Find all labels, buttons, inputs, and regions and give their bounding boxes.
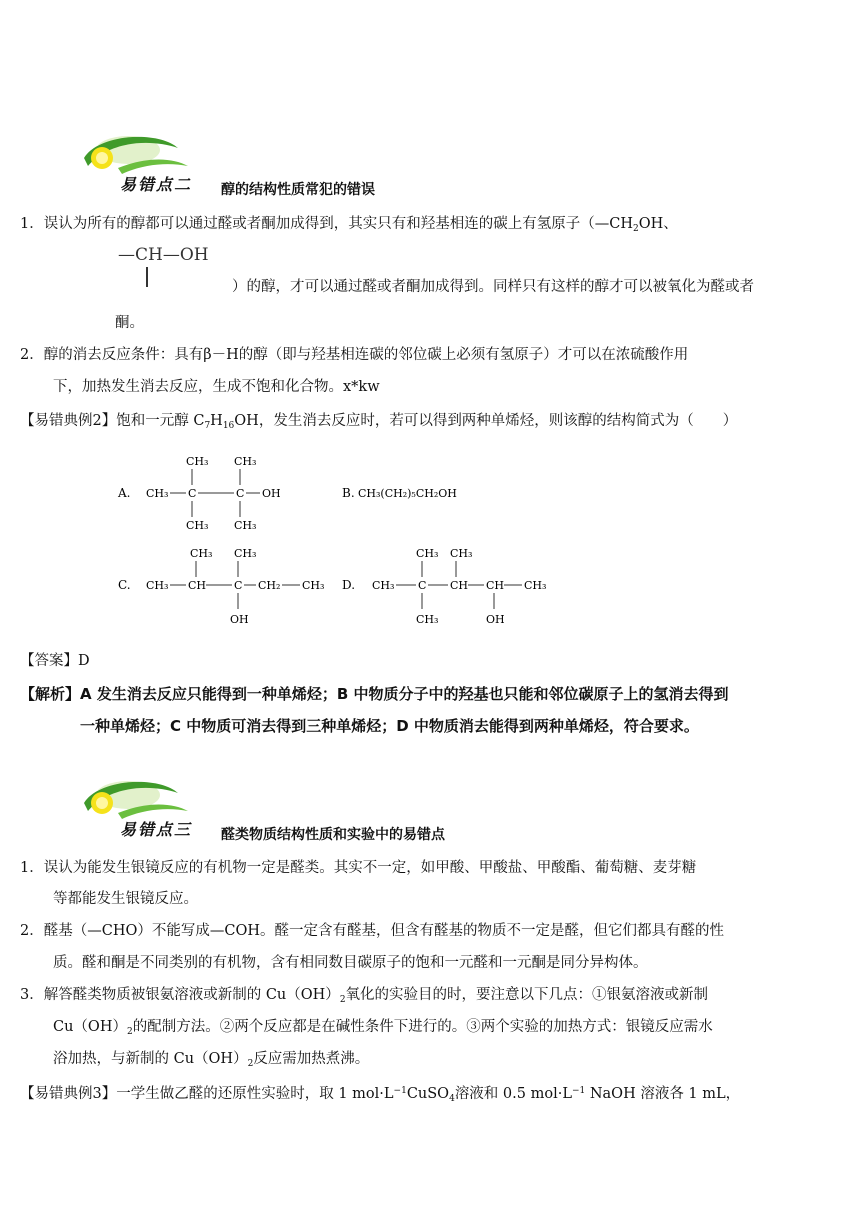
svg-text:CH₃: CH₃ [186,455,209,468]
s3-paragraph3-line2: $Cu(OH)_2$的配制方法。②两个反应都是在碱性条件下进行的。③两个实验的加热方式：银镜反应需水 [53,1019,713,1037]
s3-paragraph2-line2: 质。醛和酮是不同类别的有机物，含有相同数目碳原子的饱和一元醛和一元酮是同分异构体。 [53,955,648,971]
example3-question: 【易错典例3】一学生做乙醛的还原性实验时，取 1 $mol\cdot L^{-1}CuSO_4$溶液和 0.5 $mol\cdot L^{-1}$ NaOH 溶液各 1 mL， [20,1086,741,1104]
option-c-structure [146,547,324,626]
s3-paragraph3-line1: 3．解答醛类物质被银氨溶液或新制的 $Cu(OH)_2$氧化的实验目的时，要注意以下几点：①银氨溶液或新制 [20,987,709,1005]
section3-title: 醛类物质结构性质和实验中的易错点 [221,827,445,843]
svg-text:CH: CH [450,579,469,592]
svg-text:CH₃: CH₃ [186,519,209,532]
svg-text:CH₃: CH₃ [416,613,439,626]
example2-question: 【易错典例2】饱和一元醇 $C_7H_{16}OH$，发生消去反应时，若可以得到两种单烯烃，则该醇的结构简式为（ ） [20,413,738,431]
structure-options [110,445,570,635]
analysis-line2: 一种单烯烃；C 中物质可消去得到三种单烯烃；D 中物质消去能得到两种单烯烃，符合要求。 [80,717,699,735]
ch-oh-formula: —CH—OH [118,245,209,265]
s3-paragraph2-line1: 2．醛基（—CHO）不能写成—COH。醛一定含有醛基，但含有醛基的物质不一定是醛，但它们都具有醛的性 [20,923,724,939]
svg-text:CH₃: CH₃ [302,579,325,592]
s2-paragraph2-line1: 2．醇的消去反应条件：具有β－H的醇（即与羟基相连碳的邻位碳上必须有氢原子）才可以在浓硫酸作用 [20,347,689,363]
svg-text:C: C [236,487,245,500]
option-d-structure [372,547,546,626]
svg-text:CH: CH [188,579,207,592]
svg-text:C: C [188,487,197,500]
option-b-label: B. [342,486,355,500]
svg-text:CH₃: CH₃ [416,547,439,560]
svg-text:CH₃: CH₃ [234,547,257,560]
option-a-structure [146,455,281,532]
s3-paragraph1-line2: 等都能发生银镜反应。 [53,891,198,907]
svg-text:CH₂: CH₂ [258,579,281,592]
section3-logo-text: 易错点三 [120,820,193,839]
ch-oh-fragment [118,245,238,293]
svg-text:CH₃: CH₃ [146,487,169,500]
section3-logo [78,773,228,839]
option-d-label: D. [342,578,356,592]
svg-text:OH: OH [486,613,505,626]
option-b-formula: CH₃(CH₂)₅CH₂OH [358,487,457,500]
svg-text:CH: CH [486,579,505,592]
svg-text:CH₃: CH₃ [524,579,547,592]
svg-text:CH₃: CH₃ [190,547,213,560]
s2-paragraph1-line1: 1．误认为所有的醇都可以通过醛或者酮加成得到，其实只有和羟基相连的碳上有氢原子（$—CH_2OH$、 [20,216,678,234]
section2-logo-text: 易错点二 [120,175,193,194]
svg-text:CH₃: CH₃ [146,579,169,592]
svg-text:CH₃: CH₃ [234,455,257,468]
structures-svg [110,445,570,635]
analysis-line1: 【解析】A 发生消去反应只能得到一种单烯烃；B 中物质分子中的羟基也只能和邻位碳原子上的氢消去得到 [20,685,729,703]
answer: 【答案】D [20,653,90,669]
s2-paragraph1-line3: 酮。 [115,315,144,331]
svg-text:C: C [418,579,427,592]
bond-line [146,267,148,287]
svg-text:OH: OH [230,613,249,626]
s2-paragraph2-line2: 下，加热发生消去反应，生成不饱和化合物。x*kw [53,379,380,395]
svg-text:C: C [234,579,243,592]
option-c-label: C. [118,578,131,592]
s2-paragraph1-line2: ）的醇，才可以通过醛或者酮加成得到。同样只有这样的醇才可以被氧化为醛或者 [232,279,754,295]
svg-text:CH₃: CH₃ [450,547,473,560]
section2-logo [78,128,228,194]
svg-text:CH₃: CH₃ [372,579,395,592]
svg-text:OH: OH [262,487,281,500]
s3-paragraph1-line1: 1．误认为能发生银镜反应的有机物一定是醛类。其实不一定，如甲酸、甲酸盐、甲酸酯、葡萄糖、麦芽糖 [20,860,697,876]
svg-text:CH₃: CH₃ [234,519,257,532]
option-a-label: A. [118,486,131,500]
s3-paragraph3-line3: 浴加热，与新制的 $Cu(OH)_2$反应需加热煮沸。 [53,1051,370,1069]
section2-title: 醇的结构性质常犯的错误 [221,182,375,198]
